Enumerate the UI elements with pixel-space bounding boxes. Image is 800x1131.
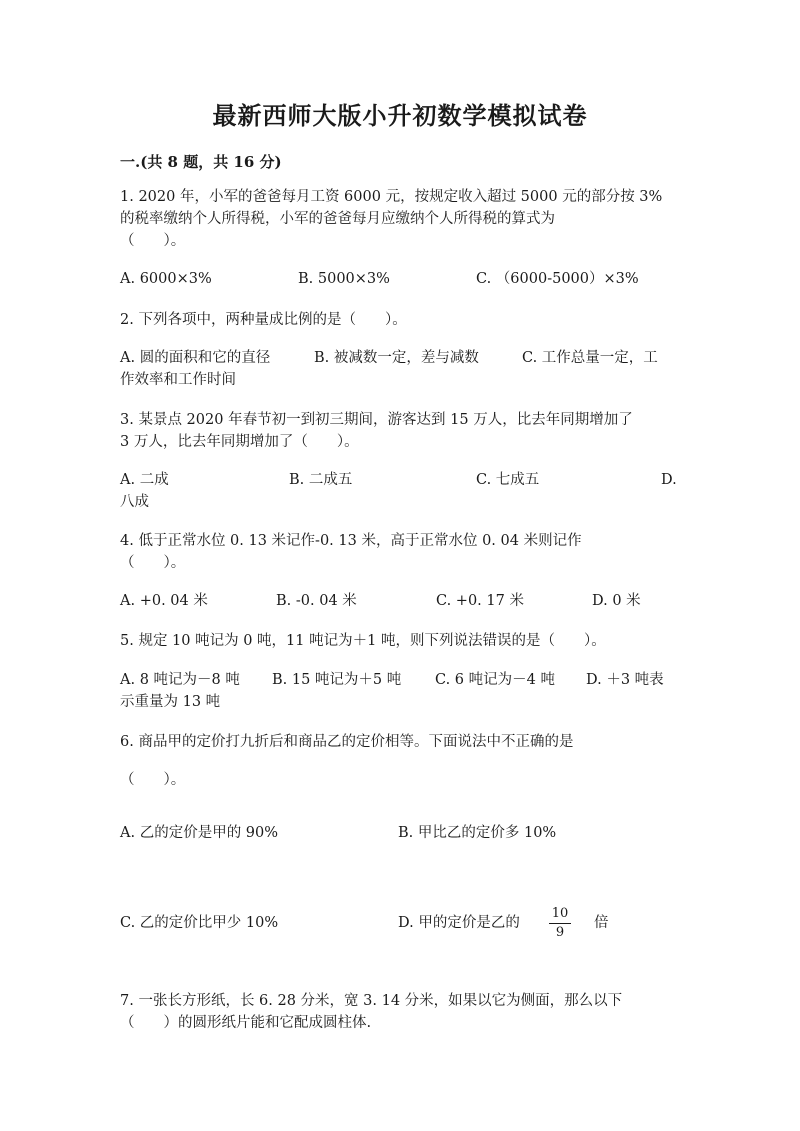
section-heading: 一.(共 8 题，共 16 分) — [120, 153, 282, 171]
question-6-option-d-tail: 倍 — [594, 915, 609, 931]
question-1-option-b: B. 5000×3% — [298, 271, 390, 287]
question-5-option-d-continued: 示重量为 13 吨 — [120, 694, 221, 710]
question-6-option-d: D. 甲的定价是乙的 — [398, 915, 520, 931]
question-7-text-line-1: 7. 一张长方形纸，长 6. 28 分米，宽 3. 14 分米，如果以它为侧面，那么以下 — [120, 993, 623, 1009]
question-5-option-a: A. 8 吨记为－8 吨 — [120, 672, 240, 688]
question-3-text-line-1: 3. 某景点 2020 年春节初一到初三期间，游客达到 15 万人，比去年同期增加了 — [120, 412, 633, 428]
question-5-option-c: C. 6 吨记为－4 吨 — [435, 672, 555, 688]
question-3-option-b: B. 二成五 — [289, 472, 353, 488]
question-4-option-d: D. 0 米 — [592, 593, 641, 609]
question-3-option-d-continued: 八成 — [120, 494, 149, 510]
question-2-text: 2. 下列各项中，两种量成比例的是（ ）。 — [120, 312, 407, 328]
question-6-text-line-1: 6. 商品甲的定价打九折后和商品乙的定价相等。下面说法中不正确的是 — [120, 734, 574, 750]
page-title: 最新西师大版小升初数学模拟试卷 — [212, 101, 588, 130]
question-2-option-c: C. 工作总量一定，工 — [522, 350, 658, 366]
question-5-option-b: B. 15 吨记为＋5 吨 — [272, 672, 402, 688]
question-5-text: 5. 规定 10 吨记为 0 吨，11 吨记为＋1 吨，则下列说法错误的是（ ）。 — [120, 633, 606, 649]
question-1-text-line-1: 1. 2020 年，小军的爸爸每月工资 6000 元，按规定收入超过 5000 元的部分按 3% — [120, 189, 663, 205]
question-2-option-c-continued: 作效率和工作时间 — [120, 372, 236, 388]
question-4-option-c: C. +0. 17 米 — [436, 593, 524, 609]
question-3-option-a: A. 二成 — [120, 472, 169, 488]
fraction-denominator: 9 — [555, 925, 565, 940]
question-6-option-b: B. 甲比乙的定价多 10% — [398, 825, 557, 841]
question-3-text-line-2: 3 万人，比去年同期增加了（ ）。 — [120, 434, 359, 450]
question-1-option-a: A. 6000×3% — [120, 271, 212, 287]
question-1-option-c: C. （6000-5000）×3% — [476, 271, 639, 287]
question-1-text-line-2: 的税率缴纳个人所得税，小军的爸爸每月应缴纳个人所得税的算式为 — [120, 211, 555, 227]
question-3-option-c: C. 七成五 — [476, 472, 540, 488]
question-2-option-a: A. 圆的面积和它的直径 — [120, 350, 271, 366]
question-5-option-d: D. ＋3 吨表 — [586, 672, 664, 688]
question-4-option-b: B. -0. 04 米 — [276, 593, 357, 609]
question-3-option-d: D. — [661, 472, 677, 488]
fraction-numerator: 10 — [549, 906, 571, 924]
question-7-text-line-2: （ ）的圆形纸片能和它配成圆柱体. — [120, 1015, 372, 1031]
question-2-option-b: B. 被减数一定，差与减数 — [314, 350, 479, 366]
question-4-option-a: A. +0. 04 米 — [120, 593, 208, 609]
question-4-text-line-2: （ ）。 — [120, 555, 186, 571]
question-6-option-c: C. 乙的定价比甲少 10% — [120, 915, 279, 931]
question-1-text-line-3: （ ）。 — [120, 233, 186, 249]
question-6-option-a: A. 乙的定价是甲的 90% — [120, 825, 279, 841]
fraction-ten-ninths — [549, 906, 571, 941]
question-6-text-line-2: （ ）。 — [120, 772, 186, 788]
question-4-text-line-1: 4. 低于正常水位 0. 13 米记作-0. 13 米，高于正常水位 0. 04 米则记作 — [120, 533, 582, 549]
